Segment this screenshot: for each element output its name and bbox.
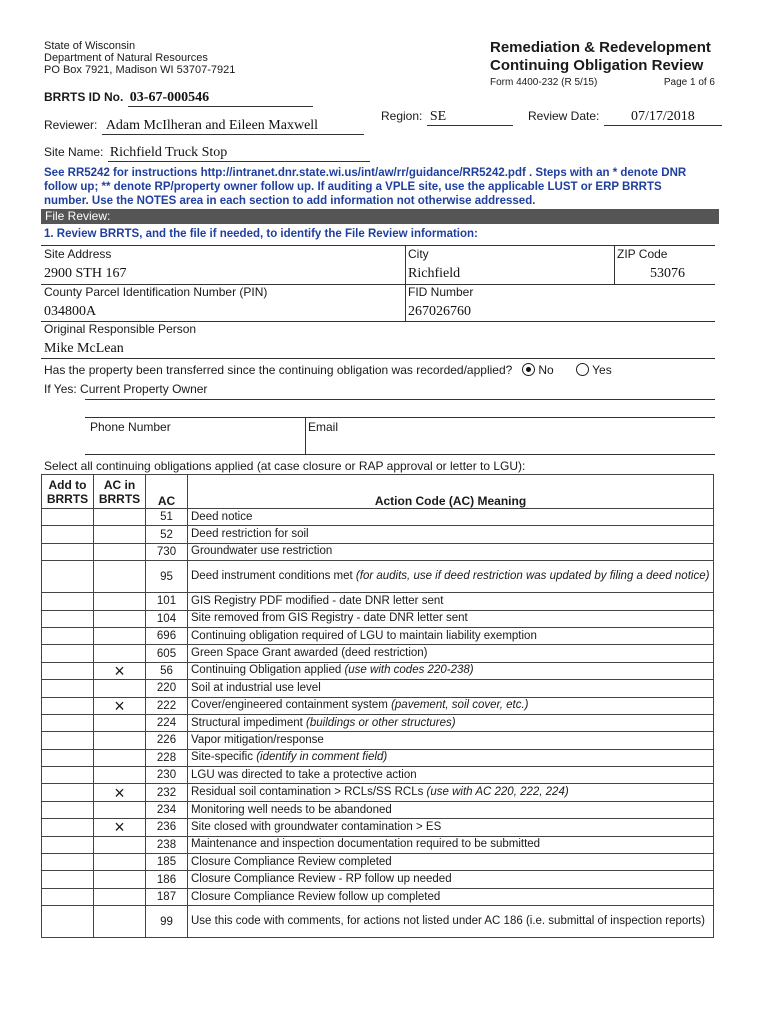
ac-in-brrts-checkbox[interactable]	[94, 854, 146, 871]
action-code: 95	[146, 561, 188, 593]
brrts-value[interactable]: 03-67-000546	[128, 90, 313, 107]
meaning-note: (use with AC 220, 222, 224)	[426, 786, 569, 799]
action-code: 236	[146, 819, 188, 836]
review-date-label: Review Date:	[528, 109, 600, 123]
action-code-row	[42, 697, 714, 714]
action-code-row	[42, 888, 714, 905]
action-code: 99	[146, 906, 188, 938]
instructions-line: number. Use the NOTES area in each section to add information not otherwise addressed.	[44, 195, 536, 207]
add-to-brrts-header	[42, 475, 94, 509]
action-code-meaning	[188, 767, 714, 784]
form-title-block	[490, 39, 715, 88]
meaning-text: GIS Registry PDF modified - date DNR letter sent	[191, 594, 444, 607]
action-code-row	[42, 593, 714, 610]
ac-in-brrts-checkbox[interactable]	[94, 732, 146, 749]
region-label: Region:	[381, 109, 423, 123]
site-address-label: Site Address	[44, 247, 112, 261]
review-date-value[interactable]: 07/17/2018	[604, 109, 722, 126]
meaning-text: Closure Compliance Review - RP follow up needed	[191, 873, 452, 886]
add-to-brrts-checkbox[interactable]	[42, 819, 94, 836]
reviewer-field	[44, 116, 364, 135]
action-code-meaning	[188, 662, 714, 679]
region-value[interactable]: SE	[427, 109, 513, 126]
add-to-brrts-checkbox[interactable]	[42, 526, 94, 543]
meaning-text: Site closed with groundwater contamination > ES	[191, 820, 442, 833]
action-codes-body	[42, 509, 714, 938]
action-code-meaning	[188, 801, 714, 818]
meaning-note: (buildings or other structures)	[306, 716, 456, 729]
meaning-text: Site-specific	[191, 751, 257, 764]
meaning-text: Deed restriction for soil	[191, 528, 309, 541]
ac-in-brrts-checkbox[interactable]	[94, 543, 146, 560]
ac-in-brrts-checkbox[interactable]	[94, 836, 146, 853]
reviewer-value[interactable]: Adam McIlheran and Eileen Maxwell	[102, 118, 364, 135]
action-code-row	[42, 836, 714, 853]
page-number: Page 1 of 6	[663, 77, 715, 88]
action-code-row	[42, 714, 714, 731]
action-code-meaning	[188, 906, 714, 938]
action-code-row	[42, 819, 714, 836]
if-yes-owner-label: If Yes: Current Property Owner	[44, 382, 208, 396]
meaning-text: LGU was directed to take a protective action	[191, 768, 417, 781]
meaning-text: Monitoring well needs to be abandoned	[191, 803, 392, 816]
action-code: 101	[146, 593, 188, 610]
email-label: Email	[308, 420, 339, 434]
ac-meaning-header: Action Code (AC) Meaning	[188, 475, 714, 509]
ac-in-brrts-checkbox[interactable]	[94, 871, 146, 888]
fid-label: FID Number	[408, 285, 474, 299]
select-obligations-prompt: Select all continuing obligations applied (at case closure or RAP approval or letter to LGU):	[44, 459, 526, 473]
action-code: 185	[146, 854, 188, 871]
action-code-meaning	[188, 593, 714, 610]
meaning-text: Deed instrument conditions met	[191, 570, 356, 583]
ac-in-brrts-checkbox[interactable]	[94, 509, 146, 526]
add-to-brrts-checkbox[interactable]	[42, 645, 94, 662]
transfer-yes-option[interactable]	[576, 363, 612, 377]
instructions-line: See RR5242 for instructions http://intranet.dnr.state.wi.us/int/aw/rr/guidance/RR5242.pdf . Steps with an * denote DNR	[44, 167, 687, 179]
action-code: 230	[146, 767, 188, 784]
site-name-value[interactable]: Richfield Truck Stop	[108, 145, 370, 162]
transfer-no-label: No	[538, 363, 554, 377]
meaning-note: (use with codes 220-238)	[344, 664, 474, 677]
add-to-brrts-checkbox[interactable]	[42, 627, 94, 644]
meaning-text: Groundwater use restriction	[191, 545, 333, 558]
meaning-note: (identify in comment field)	[256, 751, 388, 764]
action-code-row	[42, 732, 714, 749]
action-code: 232	[146, 784, 188, 801]
action-code-row	[42, 767, 714, 784]
ac-in-brrts-checkbox[interactable]	[94, 801, 146, 818]
action-code-row	[42, 662, 714, 679]
meaning-text: Structural impediment	[191, 716, 307, 729]
action-code-meaning	[188, 836, 714, 853]
action-code: 226	[146, 732, 188, 749]
action-code: 51	[146, 509, 188, 526]
divider	[614, 245, 615, 285]
zip-value[interactable]: 53076	[650, 266, 685, 281]
zip-label: ZIP Code	[617, 247, 668, 261]
add-to-brrts-checkbox[interactable]	[42, 871, 94, 888]
add-to-brrts-checkbox[interactable]	[42, 767, 94, 784]
meaning-text: Cover/engineered containment system	[191, 699, 392, 712]
meaning-text: Continuing obligation required of LGU to maintain liability exemption	[191, 629, 537, 642]
action-code: 220	[146, 680, 188, 697]
add-to-brrts-checkbox[interactable]	[42, 610, 94, 627]
add-to-brrts-checkbox[interactable]	[42, 714, 94, 731]
add-to-brrts-checkbox[interactable]	[42, 784, 94, 801]
add-to-brrts-checkbox[interactable]	[42, 732, 94, 749]
meaning-text: Green Space Grant awarded (deed restriction)	[191, 647, 428, 660]
action-code-row	[42, 749, 714, 766]
add-to-brrts-checkbox[interactable]	[42, 801, 94, 818]
action-code: 104	[146, 610, 188, 627]
action-code-meaning	[188, 561, 714, 593]
divider	[85, 417, 715, 418]
action-code-meaning	[188, 714, 714, 731]
action-code-meaning	[188, 627, 714, 644]
action-code-meaning	[188, 888, 714, 905]
action-code-row	[42, 784, 714, 801]
agency-line: State of Wisconsin	[44, 40, 136, 52]
region-field	[381, 107, 513, 126]
owner-line[interactable]	[85, 399, 715, 400]
action-code-row	[42, 561, 714, 593]
action-code: 186	[146, 871, 188, 888]
add-to-brrts-checkbox[interactable]	[42, 854, 94, 871]
add-to-brrts-checkbox[interactable]	[42, 561, 94, 593]
phone-label: Phone Number	[90, 420, 171, 434]
form-subtitle: Continuing Obligation Review	[490, 57, 704, 74]
agency-block	[44, 40, 235, 76]
ac-in-brrts-checkbox[interactable]: ×	[94, 697, 146, 714]
action-codes-table	[41, 474, 714, 938]
ac-in-brrts-checkbox[interactable]	[94, 888, 146, 905]
action-code-meaning	[188, 543, 714, 560]
action-code: 234	[146, 801, 188, 818]
agency-line: Department of Natural Resources	[44, 52, 208, 64]
meaning-note: (pavement, soil cover, etc.)	[391, 699, 529, 712]
meaning-text: Residual soil contamination > RCLs/SS RCLs	[191, 786, 427, 799]
pin-label: County Parcel Identification Number (PIN)	[44, 285, 268, 299]
site-name-label: Site Name:	[44, 145, 104, 159]
review-date-field	[528, 107, 722, 126]
orp-value[interactable]: Mike McLean	[44, 341, 124, 356]
add-to-brrts-checkbox[interactable]	[42, 543, 94, 560]
ac-in-brrts-header	[94, 475, 146, 509]
pin-value[interactable]: 034800A	[44, 304, 97, 319]
meaning-text: Closure Compliance Review completed	[191, 855, 392, 868]
add-to-brrts-checkbox[interactable]	[42, 888, 94, 905]
action-code-meaning	[188, 680, 714, 697]
ac-in-brrts-checkbox[interactable]	[94, 627, 146, 644]
fid-value[interactable]: 267026760	[408, 304, 471, 319]
ac-in-brrts-checkbox[interactable]	[94, 749, 146, 766]
action-code: 605	[146, 645, 188, 662]
add-to-brrts-checkbox[interactable]	[42, 836, 94, 853]
city-value[interactable]: Richfield	[408, 266, 461, 281]
action-code-meaning	[188, 509, 714, 526]
header-text: Add to	[48, 477, 87, 492]
action-code-meaning	[188, 732, 714, 749]
meaning-note: (for audits, use if deed restriction was updated by filing a deed notice)	[355, 570, 710, 583]
action-code-row	[42, 526, 714, 543]
action-code: 187	[146, 888, 188, 905]
brrts-id-field	[44, 88, 313, 107]
step-1-heading: 1. Review BRRTS, and the file if needed, to identify the File Review information:	[44, 228, 478, 240]
meaning-text: Vapor mitigation/response	[191, 733, 324, 746]
add-to-brrts-checkbox[interactable]	[42, 697, 94, 714]
ac-in-brrts-checkbox[interactable]	[94, 561, 146, 593]
agency-line: PO Box 7921, Madison WI 53707-7921	[44, 64, 236, 76]
action-code: 238	[146, 836, 188, 853]
ac-header: AC	[146, 475, 188, 509]
site-name-field	[44, 143, 370, 162]
action-code-row	[42, 610, 714, 627]
ac-in-brrts-checkbox[interactable]	[94, 680, 146, 697]
meaning-text: Site removed from GIS Registry - date DNR letter sent	[191, 612, 468, 625]
action-code-row	[42, 543, 714, 560]
form-title: Remediation & Redevelopment	[490, 39, 711, 56]
instructions	[44, 166, 724, 208]
divider	[85, 454, 715, 455]
action-code-row	[42, 871, 714, 888]
action-code-meaning	[188, 854, 714, 871]
city-label: City	[408, 247, 429, 261]
action-code-meaning	[188, 645, 714, 662]
action-code-row	[42, 645, 714, 662]
site-address-value[interactable]: 2900 STH 167	[44, 266, 127, 281]
action-code-meaning	[188, 784, 714, 801]
action-code-row	[42, 509, 714, 526]
divider	[41, 358, 715, 359]
meaning-text: Closure Compliance Review follow up completed	[191, 890, 441, 903]
divider	[305, 417, 306, 455]
add-to-brrts-checkbox[interactable]	[42, 749, 94, 766]
radio-selected-icon[interactable]	[522, 363, 535, 376]
file-review-banner: File Review:	[41, 209, 719, 224]
add-to-brrts-checkbox[interactable]	[42, 509, 94, 526]
action-code: 224	[146, 714, 188, 731]
add-to-brrts-checkbox[interactable]	[42, 680, 94, 697]
transfer-yes-label: Yes	[592, 363, 612, 377]
action-code-row	[42, 680, 714, 697]
ac-in-brrts-checkbox[interactable]	[94, 610, 146, 627]
transfer-no-option[interactable]	[522, 363, 554, 377]
action-code-meaning	[188, 749, 714, 766]
meaning-text: Continuing Obligation applied	[191, 664, 345, 677]
action-code-meaning	[188, 526, 714, 543]
ac-in-brrts-checkbox[interactable]: ×	[94, 662, 146, 679]
form-number: Form 4400-232 (R 5/15)	[490, 77, 598, 88]
action-code: 228	[146, 749, 188, 766]
action-code-meaning	[188, 610, 714, 627]
header-text: AC in	[103, 477, 136, 492]
action-code-meaning	[188, 819, 714, 836]
action-code-meaning	[188, 871, 714, 888]
add-to-brrts-checkbox[interactable]	[42, 593, 94, 610]
action-code-row	[42, 906, 714, 938]
action-code: 56	[146, 662, 188, 679]
instructions-line: follow up; ** denote RP/property owner follow up. If auditing a VPLE site, use the applicable LUST or ERP BRRTS	[44, 181, 662, 193]
radio-unselected-icon[interactable]	[576, 363, 589, 376]
header-text: BRRTS	[98, 491, 141, 506]
orp-label: Original Responsible Person	[44, 322, 197, 336]
action-code: 52	[146, 526, 188, 543]
meaning-text: Maintenance and inspection documentation required to be submitted	[191, 838, 541, 851]
ac-in-brrts-checkbox[interactable]	[94, 645, 146, 662]
ac-in-brrts-checkbox[interactable]	[94, 593, 146, 610]
action-code: 696	[146, 627, 188, 644]
ac-in-brrts-checkbox[interactable]: ×	[94, 819, 146, 836]
add-to-brrts-checkbox[interactable]	[42, 662, 94, 679]
meaning-text: Deed notice	[191, 510, 253, 523]
brrts-label: BRRTS ID No.	[44, 90, 124, 104]
transfer-question: Has the property been transferred since the continuing obligation was recorded/applied?	[44, 363, 513, 377]
action-code-row	[42, 801, 714, 818]
ac-in-brrts-checkbox[interactable]	[94, 714, 146, 731]
meaning-text: Use this code with comments, for actions not listed under AC 186 (i.e. submittal of inspection reports)	[191, 915, 705, 928]
action-code: 222	[146, 697, 188, 714]
action-code-row	[42, 627, 714, 644]
ac-in-brrts-checkbox[interactable]	[94, 906, 146, 938]
ac-in-brrts-checkbox[interactable]: ×	[94, 784, 146, 801]
header-text: BRRTS	[46, 491, 89, 506]
action-code: 730	[146, 543, 188, 560]
ac-in-brrts-checkbox[interactable]	[94, 526, 146, 543]
action-code-meaning	[188, 697, 714, 714]
meaning-text: Soil at industrial use level	[191, 681, 321, 694]
add-to-brrts-checkbox[interactable]	[42, 906, 94, 938]
ac-in-brrts-checkbox[interactable]	[94, 767, 146, 784]
reviewer-label: Reviewer:	[44, 118, 98, 132]
action-code-row	[42, 854, 714, 871]
